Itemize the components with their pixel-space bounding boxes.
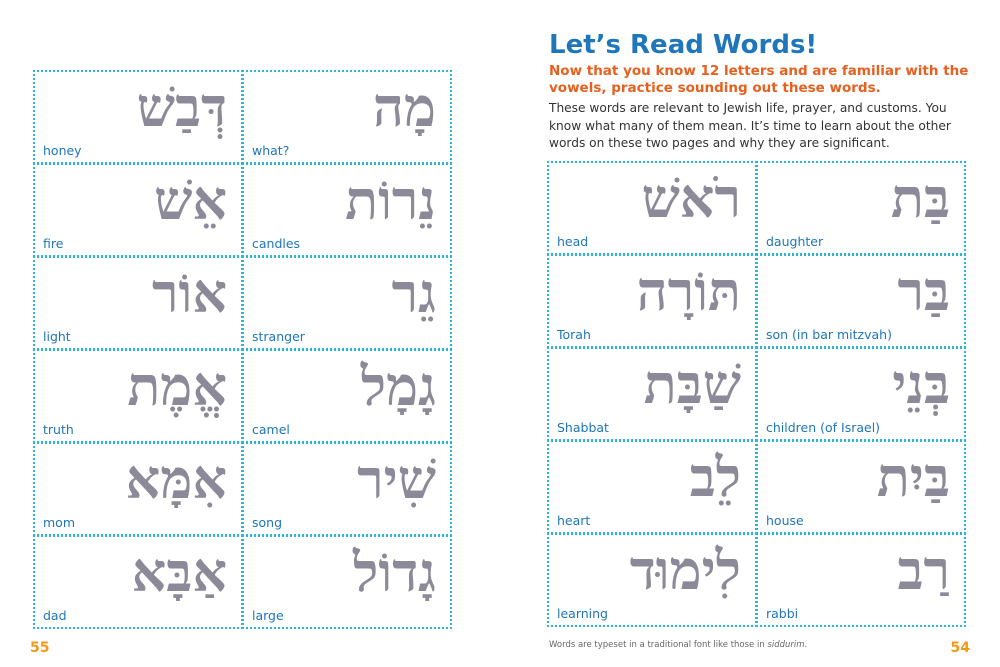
english-translation: Shabbat <box>557 420 609 435</box>
hebrew-word: בְּנֵי <box>892 352 950 416</box>
word-card <box>547 440 757 534</box>
footnote-end: . <box>804 640 808 650</box>
right-word-grid <box>548 162 966 627</box>
english-translation: candles <box>252 236 301 251</box>
hebrew-word: רַב <box>897 538 950 602</box>
english-translation: large <box>252 608 284 623</box>
word-card <box>33 256 243 350</box>
english-translation: what? <box>252 143 290 158</box>
hebrew-word: אִמָּא <box>125 447 227 511</box>
word-card <box>242 442 452 536</box>
page-title: Let’s Read Words! <box>549 30 818 60</box>
hebrew-word: גֵר <box>391 261 436 325</box>
hebrew-word: בַּיִת <box>876 445 950 509</box>
hebrew-word: לֵב <box>689 445 741 509</box>
footnote <box>549 640 807 650</box>
word-card <box>33 535 243 629</box>
hebrew-word: שִׁיר <box>357 447 436 511</box>
english-translation: honey <box>43 143 82 158</box>
english-translation: dad <box>43 608 67 623</box>
word-card <box>756 161 966 255</box>
hebrew-word: נֵרוֹת <box>345 168 436 232</box>
word-card <box>33 163 243 257</box>
hebrew-word: שַׁבָּת <box>643 352 741 416</box>
english-translation: house <box>766 513 804 528</box>
hebrew-word: אֱמֶת <box>127 354 227 418</box>
word-card <box>242 70 452 164</box>
hebrew-word: רֹאשׁ <box>641 166 741 230</box>
intro-paragraph: These words are relevant to Jewish life, prayer, and customs. You know what many of them mean. It’s time to learn about the other words on these two pages and why they are significant. <box>549 101 951 150</box>
word-card <box>547 254 757 348</box>
word-card <box>756 254 966 348</box>
english-translation: head <box>557 234 589 249</box>
english-translation: heart <box>557 513 591 528</box>
word-card <box>242 256 452 350</box>
hebrew-word: אוֹר <box>151 261 227 325</box>
hebrew-word: גָמָל <box>360 354 436 418</box>
english-translation: fire <box>43 236 64 251</box>
word-card <box>756 440 966 534</box>
english-translation: daughter <box>766 234 824 249</box>
word-card <box>33 349 243 443</box>
word-card <box>33 442 243 536</box>
english-translation: truth <box>43 422 74 437</box>
page-number-right: 54 <box>950 640 970 656</box>
english-translation: rabbi <box>766 606 799 621</box>
english-translation: children (of Israel) <box>766 420 881 435</box>
english-translation: Torah <box>557 327 591 342</box>
hebrew-word: אַבָּא <box>131 540 227 604</box>
hebrew-word: גָדוֹל <box>353 540 436 604</box>
footnote-italic-term: siddurim <box>767 640 805 650</box>
hebrew-word: לִימוּד <box>629 538 741 602</box>
word-card <box>242 163 452 257</box>
english-translation: light <box>43 329 71 344</box>
english-translation: mom <box>43 515 76 530</box>
english-translation: son (in bar mitzvah) <box>766 327 892 342</box>
hebrew-word: בַּר <box>897 259 950 323</box>
footnote-text: Words are typeset in a traditional font like those in <box>549 640 768 650</box>
hebrew-word: דְּבַשׁ <box>136 75 227 139</box>
word-card <box>756 533 966 627</box>
hebrew-word: בַּת <box>891 166 950 230</box>
left-word-grid <box>34 71 452 629</box>
page-subtitle: Now that you know 12 letters and are familiar with the vowels, practice sounding out these words. <box>549 63 969 96</box>
english-translation: camel <box>252 422 290 437</box>
english-translation: stranger <box>252 329 305 344</box>
word-card <box>242 535 452 629</box>
word-card <box>33 70 243 164</box>
word-card <box>547 347 757 441</box>
english-translation: learning <box>557 606 608 621</box>
word-card <box>547 533 757 627</box>
page-number-left: 55 <box>30 640 50 656</box>
hebrew-word: אֵשׁ <box>154 168 227 232</box>
word-card <box>242 349 452 443</box>
word-card <box>547 161 757 255</box>
word-card <box>756 347 966 441</box>
hebrew-word: מָה <box>372 75 436 139</box>
hebrew-word: תּוֹרָה <box>636 259 741 323</box>
english-translation: song <box>252 515 283 530</box>
